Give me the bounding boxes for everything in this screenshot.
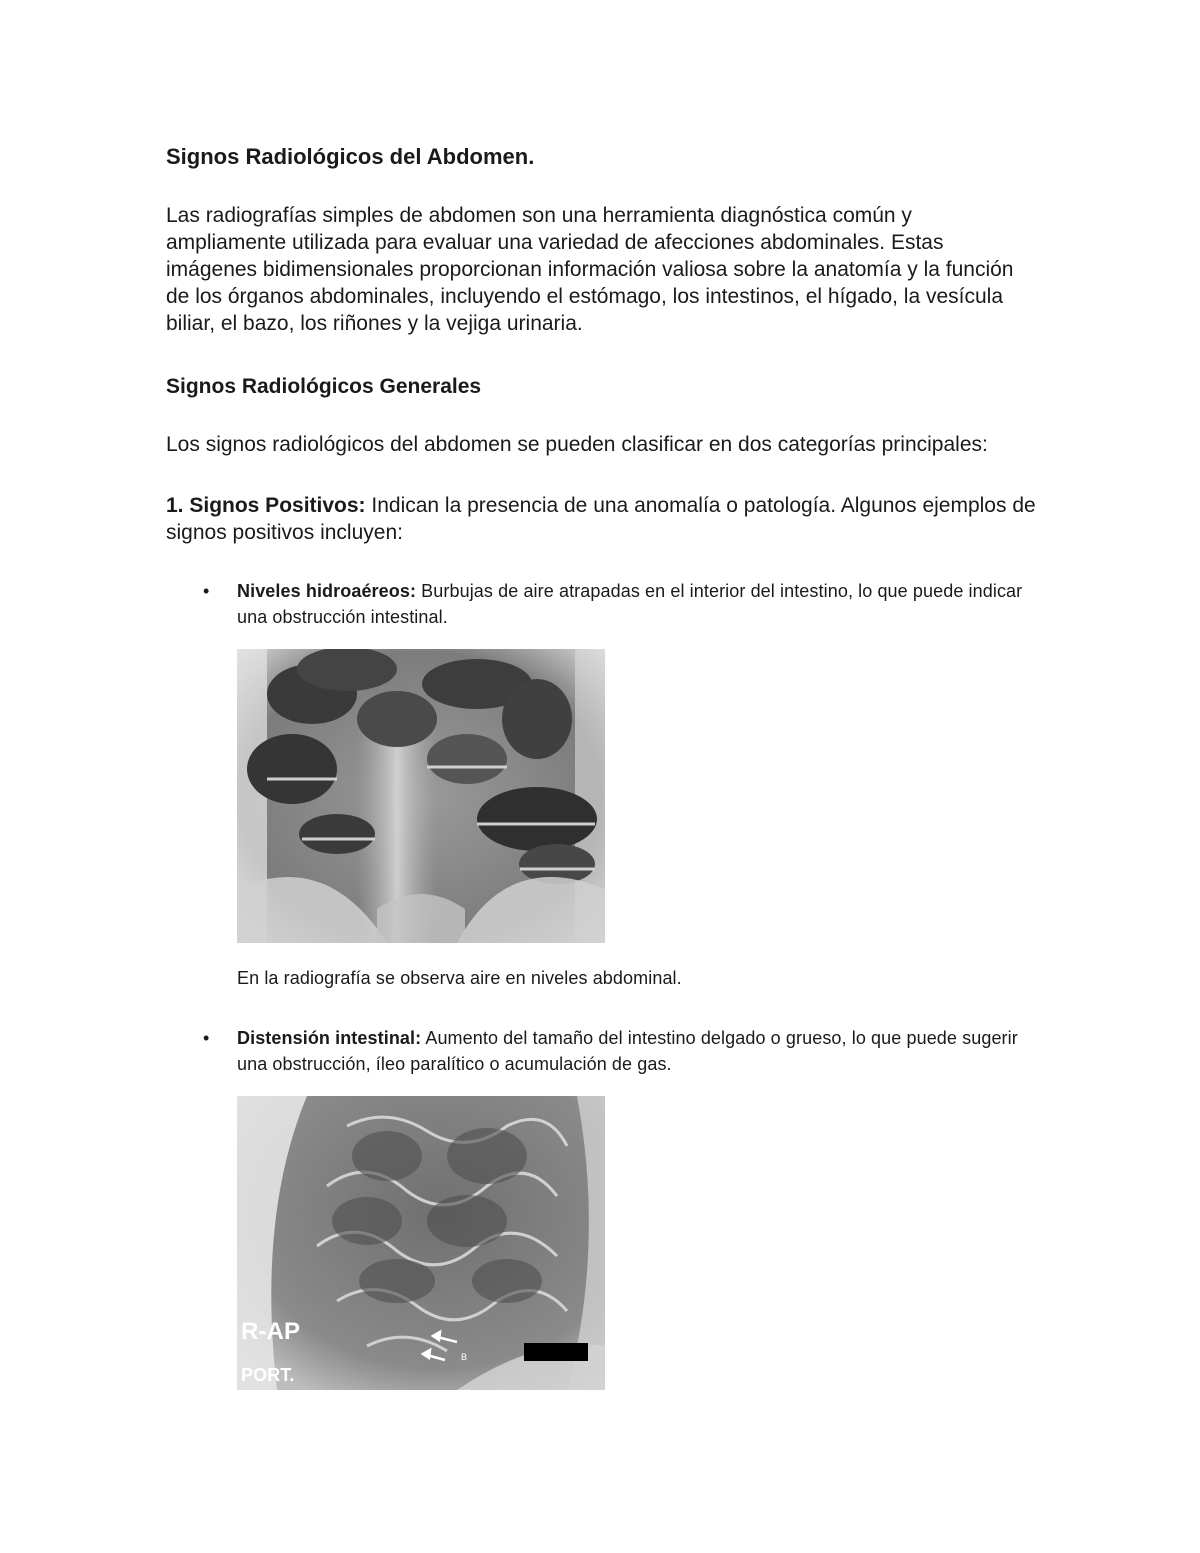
item-description: Aumento del tamaño del intestino delgado o grueso, lo que puede sugerir una obstrucción, íleo paralítico o acumulación de gas. xyxy=(237,1028,1018,1074)
bullet-icon: • xyxy=(203,1028,210,1048)
document-content xyxy=(166,140,1036,1390)
bullet-icon: • xyxy=(203,581,210,601)
xray-view-label: R-AP xyxy=(241,1318,301,1345)
list-item-distension-intestinal xyxy=(166,1025,1036,1390)
section-heading: Signos Radiológicos Generales xyxy=(166,375,482,398)
category-positive-text: Indican la presencia de una anomalía o patología. Algunos ejemplos de signos positivos incluyen: xyxy=(166,494,1036,544)
item-term: Niveles hidroaéreos: xyxy=(237,581,417,601)
figure-caption: En la radiografía se observa aire en niveles abdominal. xyxy=(237,968,682,988)
item-term: Distensión intestinal: xyxy=(237,1028,422,1048)
category-positive-paragraph xyxy=(166,492,1036,546)
document-title: Signos Radiológicos del Abdomen. xyxy=(166,144,535,169)
xray-type-label: PORT. xyxy=(241,1365,295,1385)
intro-paragraph: Las radiografías simples de abdomen son una herramienta diagnóstica común y ampliamente utilizada para evaluar una variedad de afecciones abdominales. Estas imágenes bidimensionales proporcionan información valiosa sobre la anatomía y la función de los órganos abdominales, incluyendo el estómago, los intestinos, el hígado, la vesícula biliar, el bazo, los riñones y la vejiga urinaria. xyxy=(166,204,1014,335)
category-positive-label: 1. Signos Positivos: xyxy=(166,494,366,517)
categories-intro-paragraph: Los signos radiológicos del abdomen se pueden clasificar en dos categorías principales: xyxy=(166,433,988,456)
redaction-bar xyxy=(524,1343,588,1361)
xray-image-niveles-hidroaereos xyxy=(237,649,605,943)
xray-image-distension-intestinal xyxy=(237,1096,605,1390)
item-description: Burbujas de aire atrapadas en el interior del intestino, lo que puede indicar una obstrucción intestinal. xyxy=(237,581,1023,627)
xray-marker-label: B xyxy=(461,1352,468,1362)
signs-list xyxy=(166,578,1036,1390)
list-item-niveles-hidroaereos xyxy=(166,578,1036,991)
